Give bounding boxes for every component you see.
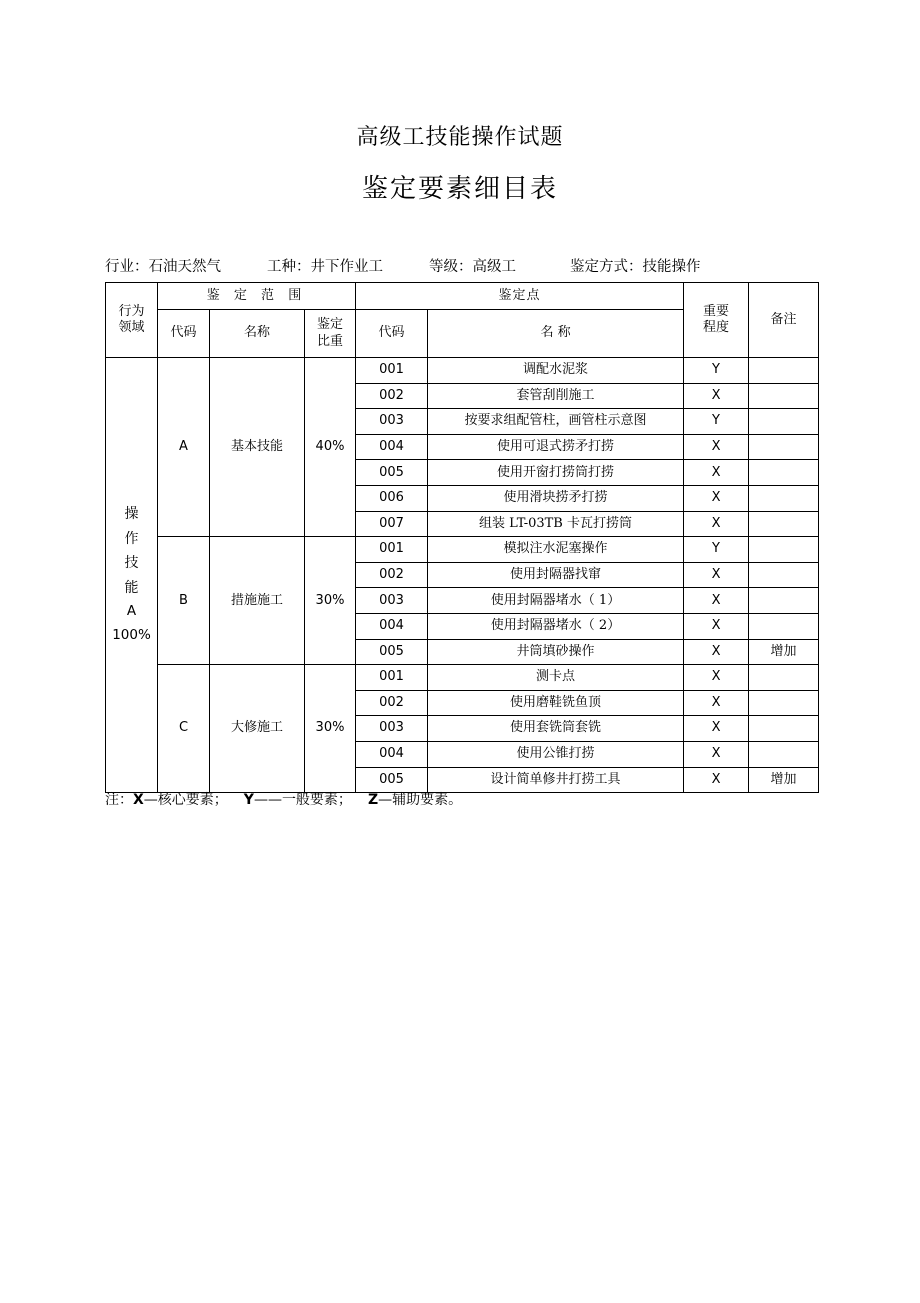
scope-name-cell: 大修施工 (210, 665, 305, 793)
point-name-cell: 使用封隔器找窜 (428, 562, 684, 588)
header-point-name: 名 称 (428, 310, 684, 358)
point-name-cell: 套管刮削施工 (428, 383, 684, 409)
remark-cell (749, 613, 819, 639)
job-value: 井下作业工 (310, 259, 383, 275)
header-importance (684, 283, 749, 358)
header-importance-line2: 程度 (703, 320, 730, 335)
point-name-cell: 使用滑块捞矛打捞 (428, 485, 684, 511)
behavior-domain-percent: 100% (112, 627, 151, 644)
job-label: 工种： (267, 259, 311, 275)
importance-cell: X (684, 613, 749, 639)
table-header-row-1 (106, 283, 819, 310)
importance-cell: X (684, 383, 749, 409)
remark-cell (749, 690, 819, 716)
header-point-code: 代码 (356, 310, 428, 358)
point-name-cell: 使用磨鞋铣鱼顶 (428, 690, 684, 716)
remark-cell (749, 460, 819, 486)
point-name-cell: 使用封隔器堵水（ 1） (428, 588, 684, 614)
remark-cell (749, 716, 819, 742)
remark-cell (749, 434, 819, 460)
behavior-domain-cell (106, 358, 158, 793)
point-name-cell: 按要求组配管柱，画管柱示意图 (428, 409, 684, 435)
assessment-table-wrapper (105, 282, 818, 793)
importance-cell: X (684, 639, 749, 665)
point-code-cell: 005 (356, 767, 428, 793)
remark-cell (749, 665, 819, 691)
point-code-cell: 003 (356, 588, 428, 614)
point-code-cell: 001 (356, 537, 428, 563)
importance-cell: X (684, 485, 749, 511)
remark-cell: 增加 (749, 767, 819, 793)
point-code-cell: 001 (356, 665, 428, 691)
point-code-cell: 004 (356, 434, 428, 460)
level-label: 等级： (429, 259, 473, 275)
industry-value: 石油天然气 (148, 259, 221, 275)
point-code-cell: 002 (356, 690, 428, 716)
point-name-cell: 使用封隔器堵水（ 2） (428, 613, 684, 639)
industry-label: 行业： (105, 259, 149, 275)
header-scope-ratio-line2: 比重 (316, 333, 343, 349)
point-name-cell: 组装 LT-03TB 卡瓦打捞筒 (428, 511, 684, 537)
point-code-cell: 005 (356, 460, 428, 486)
footnote (105, 789, 462, 809)
meta-info-line (105, 255, 820, 276)
footnote-y-symbol: Y (243, 792, 254, 808)
scope-ratio-cell: 40% (305, 358, 356, 537)
scope-name-cell: 措施施工 (210, 537, 305, 665)
behavior-domain-char: 作 (124, 530, 139, 547)
importance-cell: Y (684, 537, 749, 563)
header-scope-group: 鉴 定 范 围 (158, 283, 356, 310)
footnote-z-symbol: Z (367, 792, 379, 808)
point-name-cell: 调配水泥浆 (428, 358, 684, 384)
header-scope-name: 名称 (210, 310, 305, 358)
behavior-domain-char: 技 (124, 555, 139, 572)
point-code-cell: 002 (356, 383, 428, 409)
scope-code-cell: C (158, 665, 210, 793)
header-behavior-domain-line2: 领域 (118, 320, 145, 335)
scope-ratio-cell: 30% (305, 665, 356, 793)
footnote-x-text: —核心要素； (143, 792, 228, 808)
point-code-cell: 003 (356, 716, 428, 742)
header-scope-ratio (305, 310, 356, 358)
importance-cell: X (684, 690, 749, 716)
point-code-cell: 004 (356, 741, 428, 767)
footnote-z-text: —辅助要素。 (378, 792, 463, 808)
importance-cell: X (684, 716, 749, 742)
remark-cell (749, 562, 819, 588)
table-row (106, 358, 819, 384)
remark-cell (749, 358, 819, 384)
remark-cell (749, 485, 819, 511)
header-point-group: 鉴定点 (356, 283, 684, 310)
importance-cell: X (684, 434, 749, 460)
point-code-cell: 007 (356, 511, 428, 537)
remark-cell (749, 511, 819, 537)
importance-cell: X (684, 588, 749, 614)
header-behavior-domain (106, 283, 158, 358)
header-remark: 备注 (749, 283, 819, 358)
page-title: 高级工技能操作试题 (356, 125, 564, 150)
remark-cell (749, 741, 819, 767)
scope-code-cell: B (158, 537, 210, 665)
header-importance-line1: 重要 (703, 303, 730, 319)
point-name-cell: 使用可退式捞矛打捞 (428, 434, 684, 460)
header-scope-ratio-line1: 鉴定 (316, 317, 343, 333)
table-row (106, 537, 819, 563)
point-name-cell: 使用套铣筒套铣 (428, 716, 684, 742)
point-name-cell: 井筒填砂操作 (428, 639, 684, 665)
remark-cell: 增加 (749, 639, 819, 665)
remark-cell (749, 409, 819, 435)
point-name-cell: 使用公锥打捞 (428, 741, 684, 767)
point-code-cell: 004 (356, 613, 428, 639)
importance-cell: X (684, 741, 749, 767)
method-label: 鉴定方式： (570, 259, 643, 275)
point-name-cell: 设计简单修井打捞工具 (428, 767, 684, 793)
footnote-prefix: 注： (105, 792, 133, 808)
importance-cell: X (684, 562, 749, 588)
importance-cell: X (684, 460, 749, 486)
point-name-cell: 使用开窗打捞筒打捞 (428, 460, 684, 486)
level-value: 高级工 (472, 259, 516, 275)
table-row (106, 665, 819, 691)
behavior-domain-char: 能 (124, 579, 139, 596)
point-name-cell: 测卡点 (428, 665, 684, 691)
assessment-elements-table (105, 282, 819, 793)
scope-ratio-cell: 30% (305, 537, 356, 665)
point-code-cell: 005 (356, 639, 428, 665)
point-code-cell: 003 (356, 409, 428, 435)
header-behavior-domain-line1: 行为 (118, 303, 145, 319)
remark-cell (749, 588, 819, 614)
remark-cell (749, 383, 819, 409)
point-code-cell: 002 (356, 562, 428, 588)
header-scope-code: 代码 (158, 310, 210, 358)
importance-cell: Y (684, 358, 749, 384)
importance-cell: X (684, 767, 749, 793)
behavior-domain-char: 操 (124, 506, 139, 523)
importance-cell: Y (684, 409, 749, 435)
footnote-y-text: ——一般要素； (253, 792, 352, 808)
method-value: 技能操作 (642, 259, 701, 275)
point-code-cell: 001 (356, 358, 428, 384)
point-code-cell: 006 (356, 485, 428, 511)
importance-cell: X (684, 665, 749, 691)
footnote-x-symbol: X (133, 792, 144, 808)
behavior-domain-code: A (126, 603, 137, 620)
scope-name-cell: 基本技能 (210, 358, 305, 537)
scope-code-cell: A (158, 358, 210, 537)
page-subtitle: 鉴定要素细目表 (361, 174, 558, 204)
remark-cell (749, 537, 819, 563)
point-name-cell: 模拟注水泥塞操作 (428, 537, 684, 563)
importance-cell: X (684, 511, 749, 537)
